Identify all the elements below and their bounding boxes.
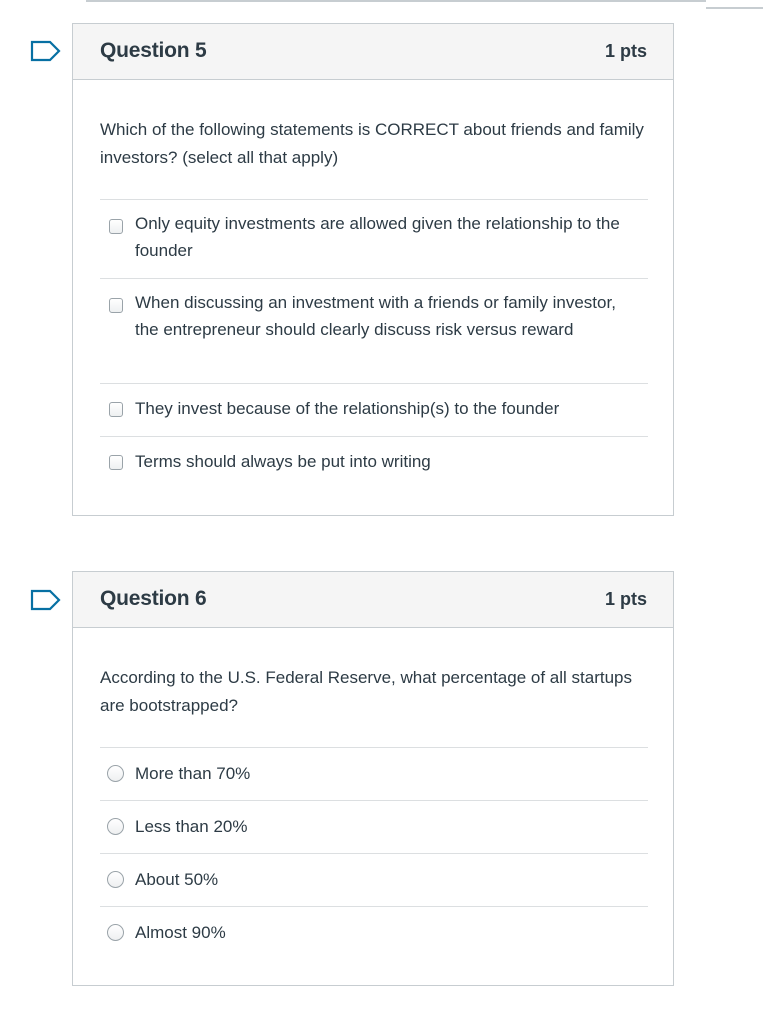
answer-option[interactable] [100, 200, 648, 279]
question-5 [72, 23, 674, 516]
question-header [73, 24, 673, 80]
answer-label: Less than 20% [135, 817, 248, 836]
answer-option[interactable] [100, 907, 648, 960]
radio-button[interactable] [107, 765, 124, 782]
answer-label: Only equity investments are allowed given the relationship to the founder [135, 214, 620, 260]
question-6 [72, 571, 674, 986]
answer-option[interactable] [100, 384, 648, 437]
checkbox[interactable] [109, 402, 123, 417]
radio-button[interactable] [107, 924, 124, 941]
answer-label: Almost 90% [135, 923, 226, 942]
top-divider [86, 0, 706, 2]
question-points: 1 pts [604, 589, 647, 609]
answer-option[interactable] [100, 801, 648, 854]
question-header [73, 572, 673, 628]
radio-button[interactable] [107, 871, 124, 888]
top-divider-right [706, 7, 763, 9]
answer-list [100, 199, 648, 490]
checkbox[interactable] [109, 455, 123, 470]
answer-label: About 50% [135, 870, 219, 889]
answer-label: When discussing an investment with a friends or family investor, the entrepreneur should clearly discuss risk versus reward [135, 293, 616, 339]
answer-option[interactable] [100, 748, 648, 801]
checkbox[interactable] [109, 298, 123, 313]
question-prompt: Which of the following statements is CORRECT about friends and family investors? (select all that apply) [100, 120, 644, 167]
answer-label: Terms should always be put into writing [135, 452, 431, 471]
question-title: Question 6 [100, 587, 207, 610]
answer-list [100, 747, 648, 960]
question-points: 1 pts [604, 41, 647, 61]
answer-option[interactable] [100, 437, 648, 490]
answer-label: They invest because of the relationship(s) to the founder [135, 399, 560, 418]
bookmark-flag-icon[interactable] [30, 40, 62, 62]
answer-option[interactable] [100, 854, 648, 907]
answer-option[interactable] [100, 279, 648, 384]
radio-button[interactable] [107, 818, 124, 835]
checkbox[interactable] [109, 219, 123, 234]
bookmark-flag-icon[interactable] [30, 589, 62, 611]
question-prompt: According to the U.S. Federal Reserve, what percentage of all startups are bootstrapped? [100, 668, 632, 715]
question-title: Question 5 [100, 39, 207, 62]
answer-label: More than 70% [135, 764, 251, 783]
